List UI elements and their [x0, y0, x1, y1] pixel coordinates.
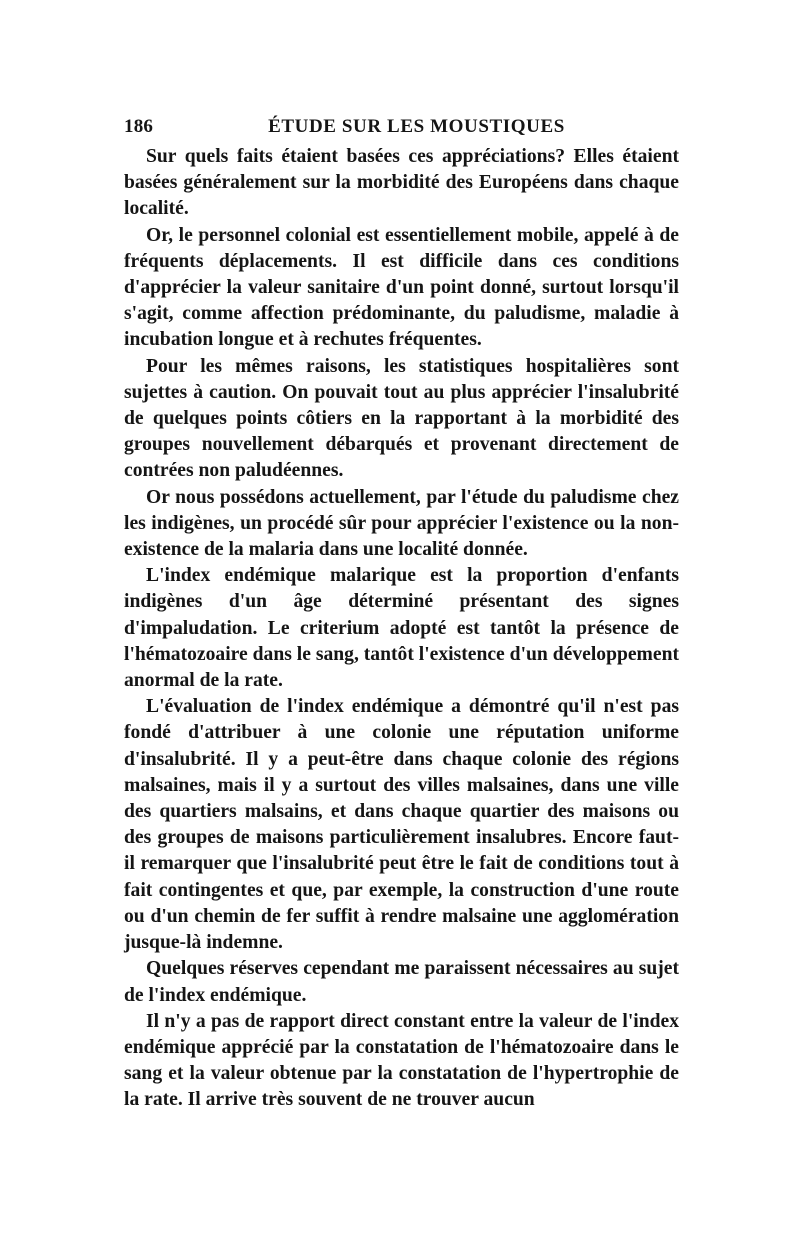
paragraph: Or nous possédons actuellement, par l'étude du paludisme chez les indigènes, un procédé sûr pour apprécier l'existence ou la non-existence de la malaria dans une localité donnée.	[124, 486, 679, 561]
running-title: ÉTUDE SUR LES MOUSTIQUES	[268, 116, 565, 137]
running-head	[124, 112, 679, 144]
page-number: 186	[124, 116, 154, 137]
book-page	[124, 112, 679, 1114]
paragraph: Pour les mêmes raisons, les statistiques hospitalières sont sujettes à caution. On pouvait tout au plus apprécier l'insalubrité de quelques points côtiers en la rapportant à la morbidité des groupes nouvellement débarqués et provenant directement de contrées non paludéennes.	[124, 355, 679, 482]
paragraph: L'index endémique malarique est la proportion d'enfants indigènes d'un âge déterminé présentant des signes d'impaludation. Le criterium adopté est tantôt la présence de l'hématozoaire dans le sang, tantôt l'existence d'un développement anormal de la rate.	[124, 565, 679, 692]
paragraph: Sur quels faits étaient basées ces appréciations? Elles étaient basées généralement sur la morbidité des Européens dans chaque localité.	[124, 146, 679, 220]
paragraph: Il n'y a pas de rapport direct constant entre la valeur de l'index endémique apprécié par la constatation de l'hématozoaire dans le sang et la valeur obtenue par la constatation de l'hypertrophie de la rate. Il arrive très souvent de ne trouver aucun	[124, 1010, 679, 1111]
paragraph: Quelques réserves cependant me paraissent nécessaires au sujet de l'index endémique.	[124, 958, 679, 1006]
paragraph: Or, le personnel colonial est essentiellement mobile, appelé à de fréquents déplacements. Il est difficile dans ces conditions d'apprécier la valeur sanitaire d'un point donné, surtout lorsqu'il s'agit, comme affection prédominante, du paludisme, maladie à incubation longue et à rechutes fréquentes.	[124, 224, 679, 351]
paragraph: L'évaluation de l'index endémique a démontré qu'il n'est pas fondé d'attribuer à une colonie une réputation uniforme d'insalubrité. Il y a peut-être dans chaque colonie des régions malsaines, mais il y a surtout des villes malsaines, dans une ville des quartiers malsains, et dans chaque quartier des maisons ou des groupes de maisons particulièrement insalubres. Encore faut-il remarquer que l'insalubrité peut être le fait de conditions tout à fait contingentes et que, par exemple, la construction d'une route ou d'un chemin de fer suffit à rendre malsaine une agglomération jusque-là indemne.	[124, 696, 679, 954]
body-text	[124, 144, 679, 1114]
